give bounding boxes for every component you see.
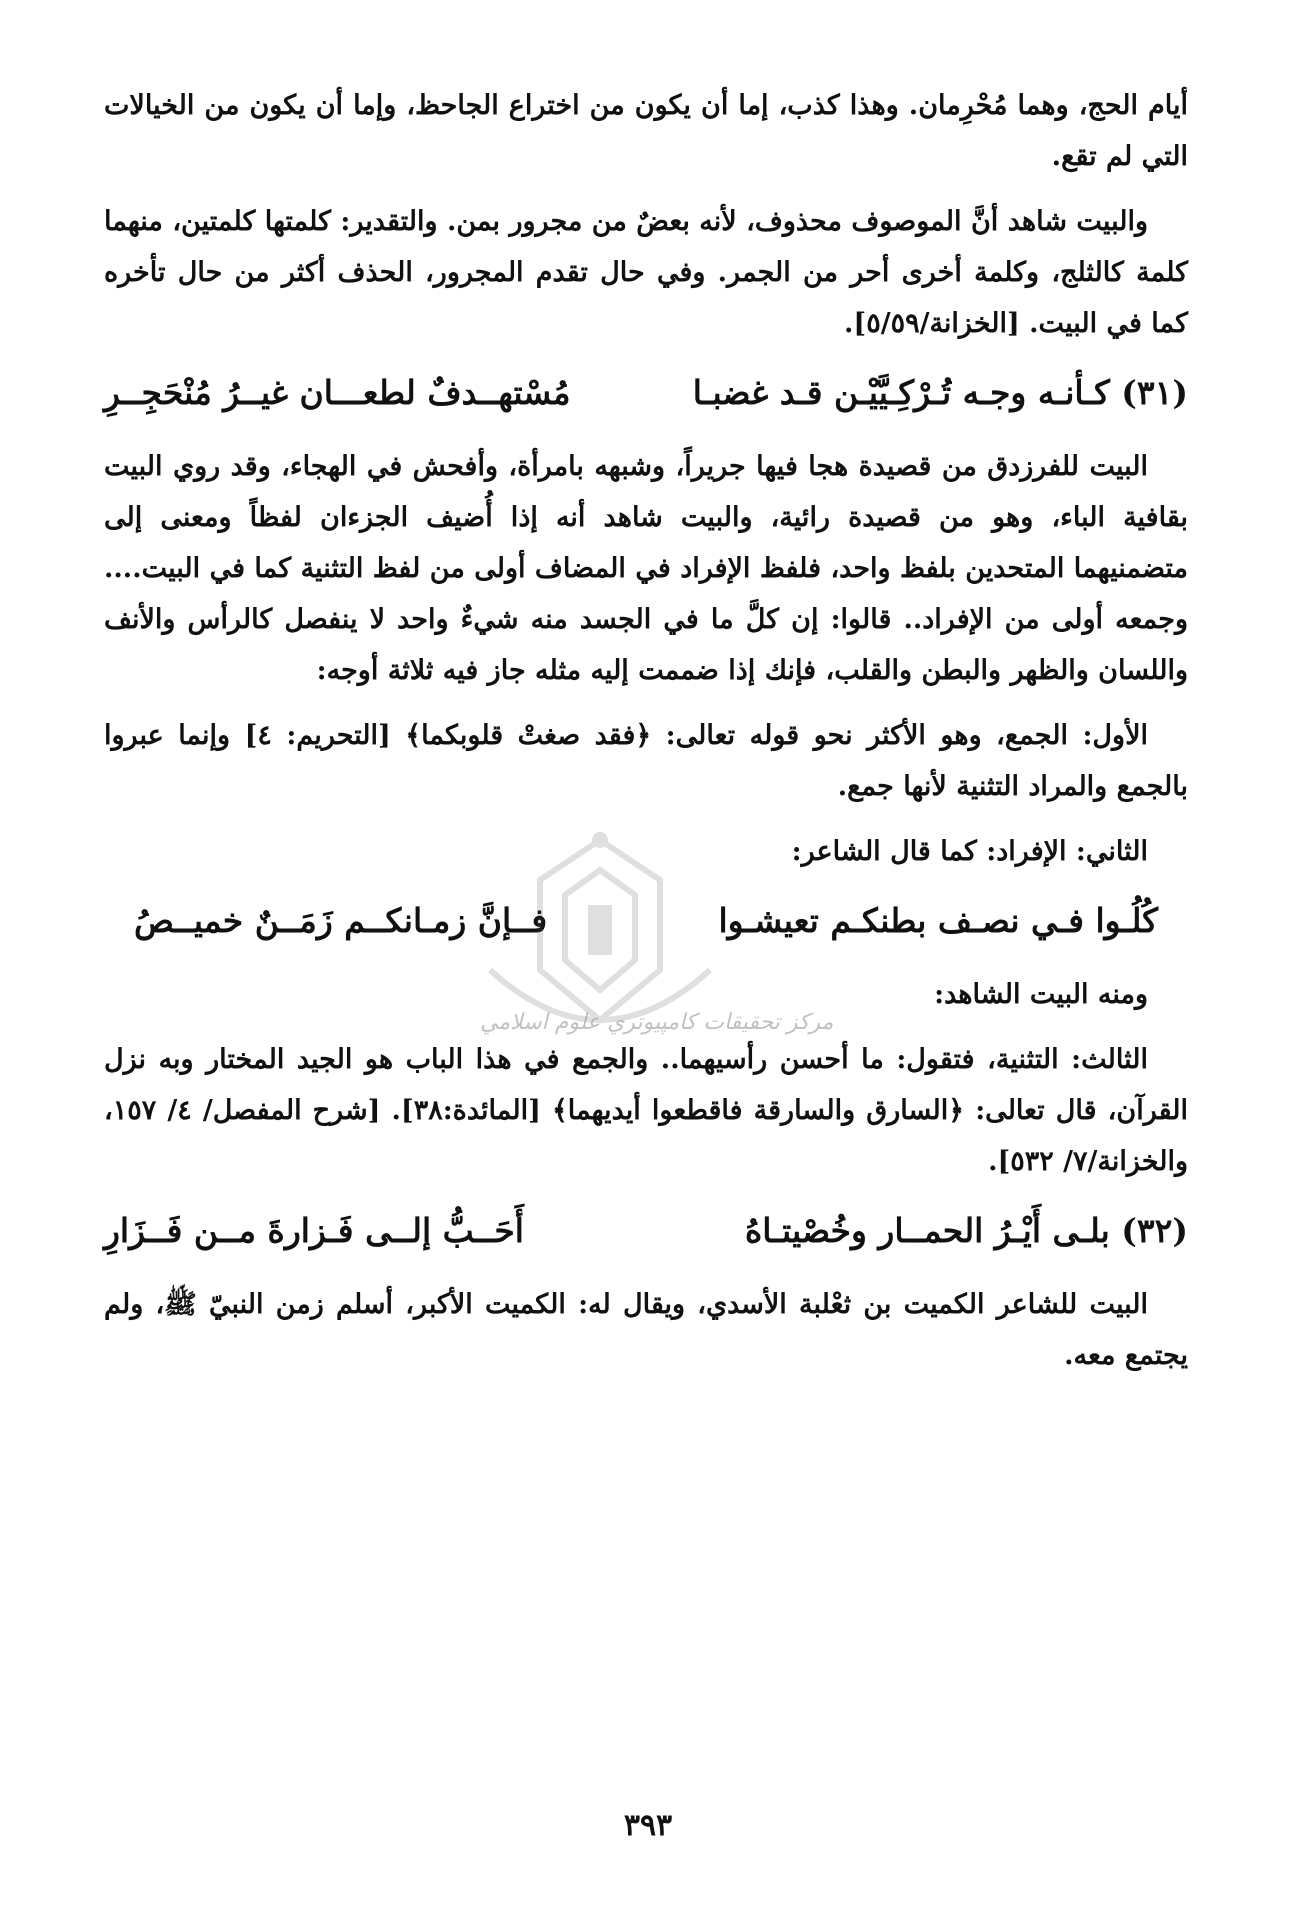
verse-32-first-hemistich: (٣٢) بلـى أَيْـرُ الحمــار وخُصْيتـاهُ — [745, 1211, 1188, 1250]
paragraph-4: الأول: الجمع، وهو الأكثر نحو قوله تعالى: ﴿فقد صغتْ قلوبكما﴾ [التحريم: ٤] وإنما عبروا بالجمع والمراد التثنية لأنها جمع. — [104, 720, 1188, 802]
verse-32-second-hemistich: أَحَــبُّ إلــى فَـزارةَ مــن فَــزَارِ — [104, 1211, 524, 1250]
verse-31-first-hemistich: (٣١) كـأنـه وجـه تُـرْكِـيَّيْـن قـد غضبـا — [692, 373, 1188, 412]
paragraph-8: البيت للشاعر الكميت بن ثعْلبة الأسدي، ويقال له: الكميت الأكبر، أسلم زمن النبيّ ﷺ، ولم يجتمع معه. — [104, 1289, 1188, 1371]
paragraph-1: أيام الحج، وهما مُحْرِمان. وهذا كذب، إما أن يكون من اختراع الجاحظ، وإما أن يكون من الخيالات التي لم تقع. — [104, 90, 1188, 172]
paragraph-2: والبيت شاهد أنَّ الموصوف محذوف، لأنه بعضٌ من مجرور بمن. والتقدير: كلمتها كلمتين، منهما كلمة كالثلج، وكلمة أخرى أحر من الجمر. وفي حال تقدم المجرور، الحذف أكثر من حال تأخره كما في البيت. [الخزانة/٥/٥٩]. — [104, 206, 1188, 339]
watermark-text: مركز تحقيقات كامپيوتري علوم اسلامي — [480, 1010, 834, 1035]
paragraph-5: الثاني: الإفراد: كما قال الشاعر: — [791, 836, 1148, 867]
verse-quoted-first-hemistich: كُلُـوا فـي نصـف بطنكـم تعيشـوا — [718, 901, 1158, 940]
paragraph-3: البيت للفرزدق من قصيدة هجا فيها جريراً، وشبهه بامرأة، وأفحش في الهجاء، وقد روي البيت بقافية الباء، وهو من قصيدة رائية، والبيت شاهد أنه إذا أُضيف الجزءان لفظاً ومعنى إلى متضمنيهما المتحدين بلفظ واحد، فلفظ الإفراد في المضاف أولى من لفظ التثنية كما في البيت.... وجمعه أولى من الإفراد.. قالوا: إن كلَّ ما في الجسد منه شيءٌ واحد لا ينفصل كالرأس والأنف واللسان والظهر والبطن والقلب، فإنك إذا ضممت إليه مثله جاز فيه ثلاثة أوجه: — [104, 451, 1188, 686]
verse-31 — [104, 363, 1188, 423]
page-number: ٣٩٣ — [623, 1808, 673, 1843]
paragraph-6: ومنه البيت الشاهد: — [934, 979, 1148, 1010]
verse-32 — [104, 1201, 1188, 1261]
paragraph-7: الثالث: التثنية، فتقول: ما أحسن رأسيهما.. والجمع في هذا الباب هو الجيد المختار وبه نزل القرآن، قال تعالى: ﴿السارق والسارقة فاقطعوا أيديهما﴾ [المائدة:٣٨]. [شرح المفصل/ ٤/ ١٥٧، والخزانة/٧/ ٥٣٢]. — [104, 1044, 1188, 1177]
verse-31-second-hemistich: مُسْتهــدفٌ لطعـــان غيــرُ مُنْحَجِــرِ — [104, 373, 571, 412]
verse-quoted-second-hemistich: فــإنَّ زمـانكــم زَمَــنٌ خميــصُ — [134, 901, 548, 940]
